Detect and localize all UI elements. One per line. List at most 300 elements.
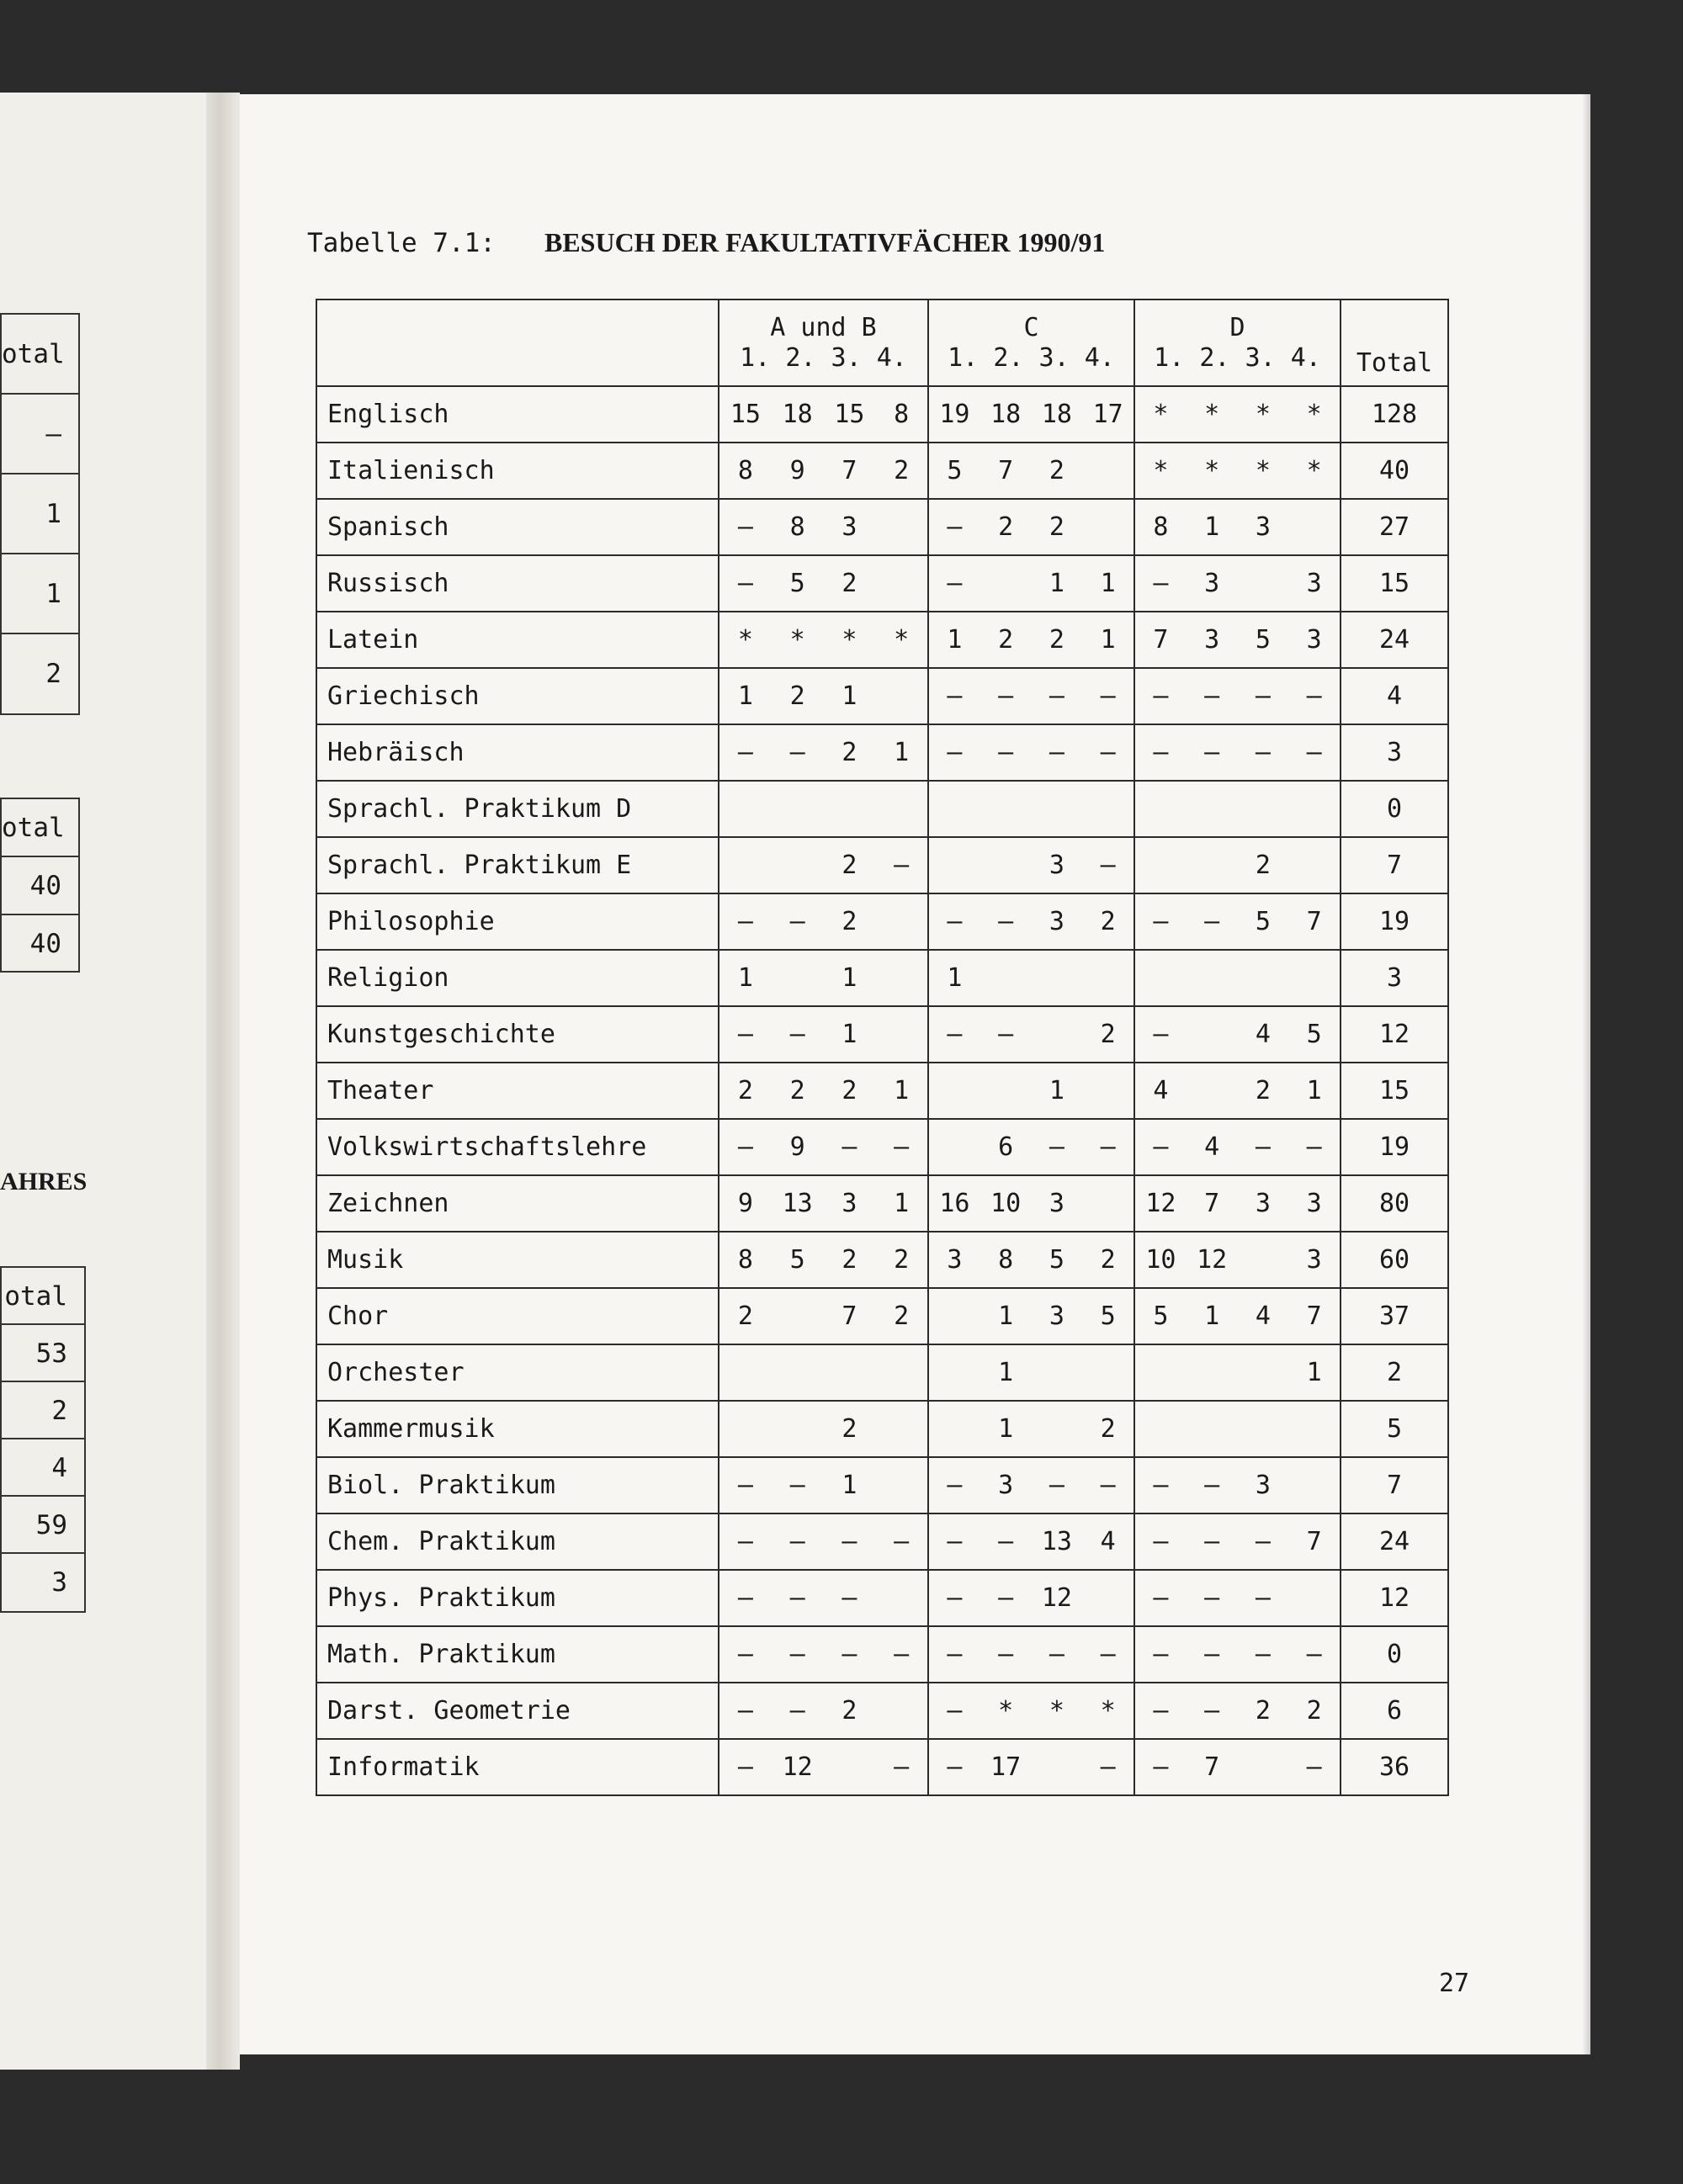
group-cell-c xyxy=(928,1344,1134,1401)
class-value: – xyxy=(1255,1640,1271,1669)
class-value: 2 xyxy=(1255,1696,1271,1725)
class-value: – xyxy=(947,512,963,542)
class-value: 2 xyxy=(998,512,1014,542)
table-row xyxy=(316,1401,1448,1457)
left-fragment-cell: otal xyxy=(2,1268,84,1325)
class-value: 2 xyxy=(842,907,857,936)
class-value: 1 xyxy=(894,738,910,767)
group-cell-d xyxy=(1134,1401,1341,1457)
group-cell-ab xyxy=(719,612,928,668)
group-cell-ab xyxy=(719,837,928,893)
class-value: * xyxy=(1204,456,1220,485)
class-value: 1 xyxy=(842,1020,857,1049)
class-value: 7 xyxy=(1306,1301,1322,1331)
class-value: 1 xyxy=(737,963,753,993)
group-cell-d xyxy=(1134,1683,1341,1739)
left-fragment-cell: 1 xyxy=(2,474,78,554)
group-cell-c xyxy=(928,781,1134,837)
group-cell-d xyxy=(1134,443,1341,499)
group-cell-c xyxy=(928,1570,1134,1626)
total-cell: 19 xyxy=(1341,1119,1448,1175)
class-value: 2 xyxy=(842,738,857,767)
class-value: – xyxy=(1049,1132,1064,1162)
group-cell-ab xyxy=(719,1513,928,1570)
subject-cell: Latein xyxy=(316,612,719,668)
left-fragment-table-3 xyxy=(0,1266,86,1613)
class-value: 7 xyxy=(842,456,857,485)
group-cell-c xyxy=(928,1739,1134,1795)
attendance-table xyxy=(316,299,1449,1796)
group-cell-d xyxy=(1134,1063,1341,1119)
class-value: – xyxy=(1204,1640,1220,1669)
table-row xyxy=(316,1119,1448,1175)
class-value: 5 xyxy=(1306,1020,1322,1049)
class-value: 1 xyxy=(998,1414,1014,1444)
class-value: * xyxy=(1153,400,1169,429)
group-cell-c xyxy=(928,950,1134,1006)
class-value: – xyxy=(947,738,963,767)
class-value: 1 xyxy=(1204,512,1220,542)
class-value: 2 xyxy=(894,456,910,485)
total-cell: 27 xyxy=(1341,499,1448,555)
class-value: – xyxy=(737,738,753,767)
class-value: – xyxy=(1153,738,1169,767)
class-value: 2 xyxy=(894,1301,910,1331)
class-value: 13 xyxy=(1041,1527,1072,1556)
class-value: – xyxy=(947,1752,963,1782)
subject-cell: Theater xyxy=(316,1063,719,1119)
class-value: – xyxy=(789,1020,805,1049)
class-value: – xyxy=(1255,1527,1271,1556)
total-cell: 24 xyxy=(1341,612,1448,668)
total-cell: 15 xyxy=(1341,555,1448,612)
subject-cell: Philosophie xyxy=(316,893,719,950)
class-value: – xyxy=(1100,851,1116,880)
group-cell-c xyxy=(928,1513,1134,1570)
class-value: 1 xyxy=(894,1189,910,1218)
class-labels-ab xyxy=(719,343,927,374)
group-cell-c xyxy=(928,1288,1134,1344)
total-header: Total xyxy=(1341,300,1448,386)
class-value: – xyxy=(1153,681,1169,711)
class-label: 3. xyxy=(1245,342,1276,373)
subject-cell: Kammermusik xyxy=(316,1401,719,1457)
class-value: 4 xyxy=(1255,1020,1271,1049)
group-cell-d xyxy=(1134,724,1341,781)
table-row xyxy=(316,1344,1448,1401)
group-cell-ab xyxy=(719,1739,928,1795)
class-value: – xyxy=(1255,1132,1271,1162)
class-value: – xyxy=(842,1640,857,1669)
class-value: 8 xyxy=(789,512,805,542)
class-value: 1 xyxy=(947,963,963,993)
class-value: 7 xyxy=(1204,1752,1220,1782)
group-cell-ab xyxy=(719,1626,928,1683)
group-cell-ab xyxy=(719,1570,928,1626)
group-header-c xyxy=(928,300,1134,386)
class-value: 1 xyxy=(947,625,963,655)
table-row xyxy=(316,1063,1448,1119)
class-value: 3 xyxy=(1204,569,1220,598)
subject-cell: Informatik xyxy=(316,1739,719,1795)
class-value: 3 xyxy=(842,1189,857,1218)
class-value: – xyxy=(998,1020,1014,1049)
class-value: – xyxy=(947,1471,963,1500)
group-cell-d xyxy=(1134,1232,1341,1288)
class-value: 7 xyxy=(1204,1189,1220,1218)
left-fragment-heading: AHRES xyxy=(0,1168,88,1195)
class-value: – xyxy=(1153,1132,1169,1162)
left-fragment-cell: 40 xyxy=(2,857,78,915)
subject-cell: Sprachl. Praktikum D xyxy=(316,781,719,837)
class-value: 8 xyxy=(998,1245,1014,1275)
class-value: – xyxy=(998,1640,1014,1669)
class-value: 2 xyxy=(1306,1696,1322,1725)
class-value: 1 xyxy=(842,1471,857,1500)
class-value: – xyxy=(737,1752,753,1782)
class-value: 9 xyxy=(737,1189,753,1218)
class-value: – xyxy=(789,1640,805,1669)
class-value: – xyxy=(894,1527,910,1556)
class-value: – xyxy=(947,569,963,598)
class-value: 2 xyxy=(1049,625,1064,655)
class-value: 5 xyxy=(789,569,805,598)
total-cell: 80 xyxy=(1341,1175,1448,1232)
class-value: – xyxy=(1204,1696,1220,1725)
class-value: 12 xyxy=(1041,1583,1072,1613)
total-cell: 19 xyxy=(1341,893,1448,950)
class-value: – xyxy=(947,1583,963,1613)
class-value: 5 xyxy=(789,1245,805,1275)
class-value: – xyxy=(737,569,753,598)
group-cell-d xyxy=(1134,1626,1341,1683)
class-value: 3 xyxy=(1255,1471,1271,1500)
group-cell-d xyxy=(1134,1344,1341,1401)
class-value: 3 xyxy=(1204,625,1220,655)
group-cell-d xyxy=(1134,1739,1341,1795)
total-cell: 60 xyxy=(1341,1232,1448,1288)
group-cell-ab xyxy=(719,1175,928,1232)
class-value: 17 xyxy=(990,1752,1022,1782)
total-cell: 128 xyxy=(1341,386,1448,443)
class-value: * xyxy=(1306,400,1322,429)
class-value: – xyxy=(789,1696,805,1725)
class-value: 4 xyxy=(1204,1132,1220,1162)
class-value: – xyxy=(1153,1640,1169,1669)
class-value: 9 xyxy=(789,456,805,485)
class-value: 8 xyxy=(1153,512,1169,542)
group-cell-ab xyxy=(719,1119,928,1175)
table-row xyxy=(316,950,1448,1006)
class-value: 1 xyxy=(1049,1076,1064,1105)
group-cell-d xyxy=(1134,499,1341,555)
left-fragment-cell: 2 xyxy=(45,659,61,689)
group-cell-d xyxy=(1134,893,1341,950)
group-cell-c xyxy=(928,443,1134,499)
group-cell-d xyxy=(1134,1570,1341,1626)
class-value: 8 xyxy=(737,1245,753,1275)
class-value: 3 xyxy=(1049,907,1064,936)
class-value: – xyxy=(1153,1020,1169,1049)
group-cell-d xyxy=(1134,781,1341,837)
class-value: 1 xyxy=(1100,625,1116,655)
left-fragment-cell: 53 xyxy=(2,1325,84,1382)
class-value: 2 xyxy=(1255,851,1271,880)
total-cell: 40 xyxy=(1341,443,1448,499)
group-cell-ab xyxy=(719,781,928,837)
class-label: 1. xyxy=(948,342,979,373)
class-value: * xyxy=(1306,456,1322,485)
subject-cell: Volkswirtschaftslehre xyxy=(316,1119,719,1175)
class-value: – xyxy=(737,512,753,542)
class-value: 3 xyxy=(1306,569,1322,598)
class-value: – xyxy=(789,1583,805,1613)
class-value: – xyxy=(737,907,753,936)
group-cell-c xyxy=(928,668,1134,724)
class-value: * xyxy=(1255,400,1271,429)
class-value: – xyxy=(1306,1640,1322,1669)
table-row xyxy=(316,1288,1448,1344)
class-value: 1 xyxy=(998,1301,1014,1331)
total-cell: 3 xyxy=(1341,724,1448,781)
table-row xyxy=(316,1457,1448,1513)
class-value: 2 xyxy=(1100,1020,1116,1049)
left-fragment-cell: otal xyxy=(2,799,78,857)
group-cell-c xyxy=(928,1626,1134,1683)
subject-cell: Orchester xyxy=(316,1344,719,1401)
table-row xyxy=(316,781,1448,837)
class-value: 2 xyxy=(1100,1245,1116,1275)
class-value: 2 xyxy=(842,1696,857,1725)
class-value: – xyxy=(1306,1752,1322,1782)
class-value: – xyxy=(1204,907,1220,936)
class-value: 2 xyxy=(1100,1414,1116,1444)
class-value: – xyxy=(789,738,805,767)
class-value: – xyxy=(947,1640,963,1669)
left-page xyxy=(0,93,206,2070)
class-label: 1. xyxy=(1154,342,1185,373)
total-cell: 3 xyxy=(1341,950,1448,1006)
class-value: – xyxy=(1204,738,1220,767)
class-value: 7 xyxy=(998,456,1014,485)
table-row xyxy=(316,724,1448,781)
class-label: 2. xyxy=(785,342,816,373)
class-value: – xyxy=(737,1471,753,1500)
group-cell-c xyxy=(928,1119,1134,1175)
left-fragment-cell: 40 xyxy=(29,929,61,959)
subject-cell: Kunstgeschichte xyxy=(316,1006,719,1063)
subject-cell: Zeichnen xyxy=(316,1175,719,1232)
table-row xyxy=(316,1570,1448,1626)
class-value: 2 xyxy=(842,851,857,880)
class-value: – xyxy=(1100,738,1116,767)
total-cell: 4 xyxy=(1341,668,1448,724)
group-cell-ab xyxy=(719,950,928,1006)
total-cell: 12 xyxy=(1341,1570,1448,1626)
class-value: 1 xyxy=(1306,1076,1322,1105)
total-cell: 7 xyxy=(1341,1457,1448,1513)
class-value: – xyxy=(1306,1132,1322,1162)
class-value: 16 xyxy=(939,1189,970,1218)
class-label: 4. xyxy=(1084,342,1115,373)
total-cell: 15 xyxy=(1341,1063,1448,1119)
class-label: 2. xyxy=(1199,342,1230,373)
subject-cell: Phys. Praktikum xyxy=(316,1570,719,1626)
class-value: 3 xyxy=(1255,1189,1271,1218)
class-label: 2. xyxy=(993,342,1024,373)
group-cell-ab xyxy=(719,1344,928,1401)
subject-cell: Hebräisch xyxy=(316,724,719,781)
table-caption-label: Tabelle 7.1: xyxy=(307,228,496,258)
class-value: – xyxy=(947,907,963,936)
group-cell-c xyxy=(928,1175,1134,1232)
class-value: – xyxy=(1306,738,1322,767)
subject-cell: Chem. Praktikum xyxy=(316,1513,719,1570)
class-value: 7 xyxy=(1306,907,1322,936)
class-value: – xyxy=(947,1696,963,1725)
group-header-ab xyxy=(719,300,928,386)
class-label: 4. xyxy=(1290,342,1321,373)
subject-cell: Spanisch xyxy=(316,499,719,555)
group-name-c: C xyxy=(1023,312,1039,342)
group-cell-c xyxy=(928,386,1134,443)
total-cell: 2 xyxy=(1341,1344,1448,1401)
class-value: – xyxy=(1100,1752,1116,1782)
group-cell-ab xyxy=(719,1063,928,1119)
group-cell-d xyxy=(1134,1288,1341,1344)
class-value: 5 xyxy=(1255,907,1271,936)
subject-cell: Englisch xyxy=(316,386,719,443)
class-value: 2 xyxy=(842,569,857,598)
class-value: – xyxy=(1255,681,1271,711)
class-value: 10 xyxy=(1145,1245,1176,1275)
class-value: * xyxy=(1049,1696,1064,1725)
class-value: – xyxy=(1100,1471,1116,1500)
group-cell-ab xyxy=(719,1457,928,1513)
class-value: 2 xyxy=(1255,1076,1271,1105)
class-value: – xyxy=(894,1640,910,1669)
left-fragment-cell: otal xyxy=(2,315,78,395)
class-value: 1 xyxy=(842,681,857,711)
book-gutter xyxy=(206,93,240,2070)
class-value: – xyxy=(737,1640,753,1669)
subject-header-cell xyxy=(316,300,719,386)
group-cell-d xyxy=(1134,1513,1341,1570)
class-value: * xyxy=(998,1696,1014,1725)
class-value: 2 xyxy=(737,1076,753,1105)
class-value: – xyxy=(998,1583,1014,1613)
class-value: 1 xyxy=(1204,1301,1220,1331)
class-value: * xyxy=(842,625,857,655)
class-value: – xyxy=(894,1132,910,1162)
group-cell-c xyxy=(928,1457,1134,1513)
subject-cell: Biol. Praktikum xyxy=(316,1457,719,1513)
class-value: 1 xyxy=(842,963,857,993)
class-value: 5 xyxy=(947,456,963,485)
left-fragment-cell: 3 xyxy=(51,1567,67,1598)
class-value: – xyxy=(1100,1640,1116,1669)
class-value: – xyxy=(1153,1752,1169,1782)
table-row xyxy=(316,1626,1448,1683)
class-value: 2 xyxy=(1100,907,1116,936)
table-caption-title: BESUCH DER FAKULTATIVFÄCHER 1990/91 xyxy=(544,227,1106,257)
group-cell-c xyxy=(928,612,1134,668)
class-value: – xyxy=(1204,681,1220,711)
group-cell-d xyxy=(1134,1457,1341,1513)
class-value: 2 xyxy=(789,681,805,711)
class-value: – xyxy=(1100,1132,1116,1162)
table-row xyxy=(316,555,1448,612)
class-value: – xyxy=(1153,907,1169,936)
group-cell-c xyxy=(928,499,1134,555)
class-value: 2 xyxy=(842,1245,857,1275)
group-header-d xyxy=(1134,300,1341,386)
group-cell-ab xyxy=(719,1006,928,1063)
table-row xyxy=(316,1232,1448,1288)
class-value: – xyxy=(894,851,910,880)
class-value: 2 xyxy=(842,1076,857,1105)
class-value: 5 xyxy=(1153,1301,1169,1331)
group-cell-d xyxy=(1134,612,1341,668)
class-value: – xyxy=(1049,681,1064,711)
class-value: 3 xyxy=(947,1245,963,1275)
class-value: – xyxy=(789,1527,805,1556)
class-value: 4 xyxy=(1100,1527,1116,1556)
class-value: 4 xyxy=(1255,1301,1271,1331)
class-value: 7 xyxy=(1153,625,1169,655)
subject-cell: Math. Praktikum xyxy=(316,1626,719,1683)
class-value: 2 xyxy=(737,1301,753,1331)
page-edge xyxy=(1582,94,1590,2054)
group-cell-d xyxy=(1134,1006,1341,1063)
group-cell-ab xyxy=(719,1401,928,1457)
class-value: – xyxy=(1100,681,1116,711)
class-value: 8 xyxy=(894,400,910,429)
class-value: 18 xyxy=(782,400,813,429)
table-row xyxy=(316,1513,1448,1570)
total-cell: 0 xyxy=(1341,1626,1448,1683)
class-value: – xyxy=(1255,1583,1271,1613)
total-cell: 5 xyxy=(1341,1401,1448,1457)
class-value: 17 xyxy=(1092,400,1123,429)
class-value: 18 xyxy=(990,400,1022,429)
group-cell-ab xyxy=(719,724,928,781)
total-cell: 7 xyxy=(1341,837,1448,893)
class-value: – xyxy=(789,907,805,936)
class-value: 2 xyxy=(842,1414,857,1444)
class-value: – xyxy=(737,1696,753,1725)
group-cell-d xyxy=(1134,950,1341,1006)
group-cell-c xyxy=(928,1006,1134,1063)
class-value: – xyxy=(842,1583,857,1613)
class-value: 12 xyxy=(782,1752,813,1782)
group-cell-c xyxy=(928,1063,1134,1119)
group-cell-c xyxy=(928,1232,1134,1288)
class-value: 3 xyxy=(1255,512,1271,542)
class-value: 9 xyxy=(789,1132,805,1162)
group-cell-c xyxy=(928,1683,1134,1739)
class-label: 1. xyxy=(740,342,771,373)
class-value: – xyxy=(1049,738,1064,767)
class-value: – xyxy=(894,1752,910,1782)
class-value: – xyxy=(1153,1583,1169,1613)
class-value: * xyxy=(737,625,753,655)
class-value: – xyxy=(842,1527,857,1556)
class-value: 19 xyxy=(939,400,970,429)
subject-cell: Russisch xyxy=(316,555,719,612)
class-value: 3 xyxy=(1049,851,1064,880)
table-row xyxy=(316,668,1448,724)
